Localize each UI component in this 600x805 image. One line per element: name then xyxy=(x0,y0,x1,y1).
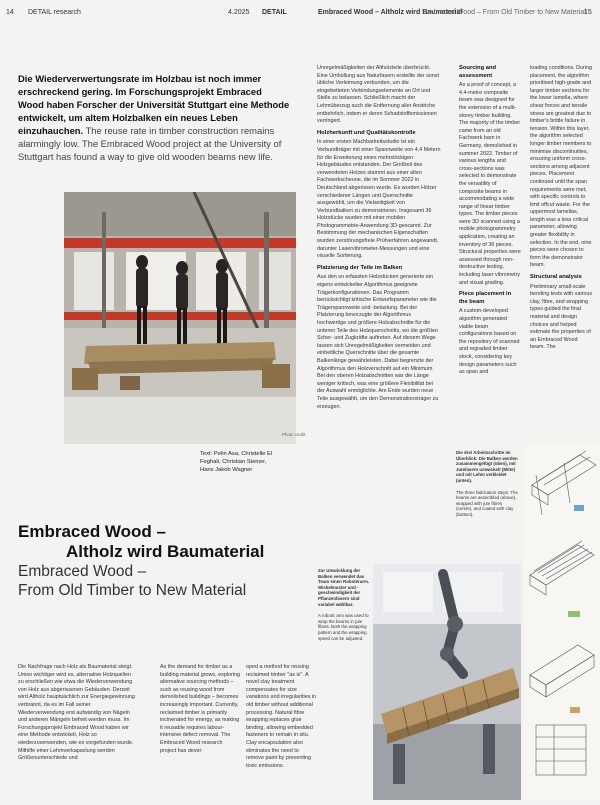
english-paragraph-3: loading conditions. During placement, the algorithm prioritised high-grade and larger timber sections for the lower lamella, where shear forces and tensile stress are greatest due to timber's brittle failure in tension. Within this layer, the algorithm selected longer timber members to minimise discontinuities, ensuring uniform cross-sections among adjacent pieces. Placement continued until the span requirements were met, with specific controls to limit offcut waste. For the uppermost lamellas, length was a less critical parameter, allowing greater flexibility in selection. In the end, nine pieces were chosen to form the demonstrator beam. xyxy=(530,65,593,269)
fabrication-axonometric-drawings xyxy=(524,445,600,800)
german-heading-1: Holzherkunft und Qualitätskontrolle xyxy=(317,129,416,136)
german-paragraph-1: In einer ersten Machbarkeitsstudie ist ein Verbundträger mit einer Spannweite von 4,4 Metern für die Erweiterung eines mehrstöckigen Holzgebäudes entstanden. Der Großteil des verwendeten Holzes stammt aus einer alten Fachwerkscheune, die im Sommer 2022 in Deutschland abgerissen wurde. Es wurden Hölzer verschiedener Längen und Querschnitte ausgewählt, um die Vielseitigkeit von Verbundbalken zu demonstrieren. Insgesamt 36 Holzstücke wurden mit einer mobilen Photogrammetrie-Anwendung 3D-gescannt. Zur Bestimmung der mechanischen Eigenschaften wurden zerstörungsfreie Prüfverfahren angewandt, darunter Laservibrometer-Messungen und eine visuelle Sortierung. xyxy=(317,139,441,260)
lead-german: Die Wiederverwertungsrate im Holzbau ist noch immer erschreckend gering. Im Forschungsprojekt Embraced Wood haben Forscher der Universität Stuttgart eine Methode entwickelt, um altem Holzbalken ein neues Leben einzuhauchen. xyxy=(18,73,290,136)
column-english-1 xyxy=(459,65,521,377)
author-credits xyxy=(200,450,272,474)
running-title-de: Embraced Wood – Altholz wird Baumaterial xyxy=(318,9,463,16)
english-paragraph-2: A custom-developed algorithm generated viable beam configurations based on the repository of scanned and regraded timber stock, considering key design parameters such as span and xyxy=(459,308,520,376)
left-page-number: 14 xyxy=(6,9,14,16)
left-section-label: DETAIL research xyxy=(28,9,81,16)
brand-label: DETAIL xyxy=(262,9,287,16)
english-heading-3: Structural analysis xyxy=(530,274,582,281)
title-de-line2: Altholz wird Baumaterial xyxy=(66,542,265,561)
article-title xyxy=(18,522,308,600)
bottom-column-1: Die Nachfrage nach Holz als Baumaterial steigt. Umso wichtiger wird es, alternative Holzquellen zu erschließen wie etwa die Wiederverwendung von Holz aus abgerissenen Gebäuden. Derzeit wird Altholz hauptsächlich zur Energiegewinnung verbrannt, da es im Fall seiner Wiederverwendung erst aufwändig von Nägeln und anderen Mängeln befreit werden muss. Im Forschungsprojekt Embraced Wood haben wir eine Methode entwickelt, Holz so wiederzuverwenden, wie es vorgefunden wurde. Mithilfe einer Lehmverkapselung werden Größenunterschiede und xyxy=(18,664,135,762)
credit-line-2: Feghali, Christian Steiner, xyxy=(200,459,267,465)
right-page-number: 15 xyxy=(584,9,592,16)
english-heading-1: Sourcing and assessment xyxy=(459,65,497,79)
bottom-column-2: As the demand for timber as a building material grows, exploring alternative sourcing methods – such as reusing wood from demolished buildings – becomes increasingly important. Currently, reclaimed timber is primarily incinerated for energy, as making it reusable requires labour-intensive defect removal. The Embraced Wood research project has devel- xyxy=(160,664,241,754)
german-intro: Unregelmäßigkeiten der Altholzteile überbrückt. Eine Umhüllung aus Naturfasern erstellte der sonst übliche Verleimung verbunden, um die eingebetteten Verbindungselemente an Ort und Stelle zu belassen. Schließlich macht der Lehmüberzug auch die Entfernung aller Anstriche entbehrlich, indem er deren Schadstoffemissionen verringert. xyxy=(317,65,439,125)
column-english-2 xyxy=(530,65,593,352)
bottom-column-3: oped a method for reusing reclaimed timber "as is". A novel clay treatment compensates for size variations and irregularities in old timber without additional processing. Natural fibre wrapping replaces glue binding, allowing embedded fasteners to remain in situ. Clay encapsulation also eliminates the need to remove paint by preventing toxic emissions. xyxy=(246,664,317,769)
credit-line-1: Text: Pelin Asa, Christelle El xyxy=(200,451,273,457)
credit-line-3: Hans Jakob Wagner xyxy=(200,467,253,473)
german-paragraph-2: Aus den so erfassten Holzstücken generierte ein eigens entwickelter Algorithmus geeignete Trägerkonfigurationen. Das Programm berücksichtigt kritische Entwurfsparameter wie die Trägerspannweite und -belastung. Bei der Platzierung bevorzugte der Algorithmus hochwertige und größere Holzabschnitte für die unteren Teile des Holzquerschnitts, wo die größten Scher- und Zugkräfte auftreten. Auf diesem Wege lassen sich Unregelmäßigkeiten vermeiden und einheitliche Querschnitte über die gesamte Balkenlänge gewährleisten. Dabei begrenzte der Algorithmus den Holzverschnitt auf ein Minimum. Bei den oberen Holzabschnitten war die Länge weniger kritisch, was eine größere Flexibilität bei der Auswahl ermöglichte. Am Ende wurden neue Teile ausgewählt, um den Demonstrationsträger zu erzeugen. xyxy=(317,274,439,410)
fabrication-steps-drawings xyxy=(524,445,600,800)
english-heading-2: Piece placement in the beam xyxy=(459,291,512,305)
lead-paragraph xyxy=(18,72,290,163)
robot-arm-illustration xyxy=(373,564,521,800)
german-heading-2: Platzierung der Teile im Balken xyxy=(317,264,403,271)
robot-wrapping-photo xyxy=(373,564,521,800)
issue-number: 4.2025 xyxy=(228,9,250,16)
column-german xyxy=(317,65,441,411)
photo-credit: Photo credit xyxy=(282,432,306,437)
caption-fabrication-de: Die drei Arbeitsschritte im Überblick: Die Balken werden zusammengefügt (oben), mit Jutefasern umwickelt (Mitte) und mit Lehm verkleidet (unten). xyxy=(456,450,518,483)
caption-robot-de: Zur Umwicklung der Balken verwendet das Team einen Roboterarm. Wickelmuster und -geschwindigkeit der Pflanzenfasern sind variabel wählbar. xyxy=(318,568,370,607)
caption-robot-en: A robotic arm was used to wrap the beams in jute fibres. Both the wrapping pattern and the wrapping speed can be adjusted. xyxy=(318,613,369,641)
running-title-en: Embraced Wood – From Old Timber to New Material xyxy=(423,9,586,16)
lead-english: The reuse rate in timber construction remains alarmingly low. The Embraced Wood project at the University of Stuttgart has found a way to give old wooden beams new life. xyxy=(18,125,282,162)
english-paragraph-4: Preliminary small-scale bending tests with various clay, fibre, and wrapping types guided the final material and design choices and helped estimate the properties of an Embraced Wood beam. The xyxy=(530,283,593,351)
title-de-line1: Embraced Wood – xyxy=(18,522,166,541)
main-photo-beam-demonstration xyxy=(64,192,296,444)
caption-fabrication-steps xyxy=(456,450,518,518)
caption-fabrication-en: The three fabrication steps: The beams are assembled (above), wrapped with jute fibres (centre), and coated with clay (bottom). xyxy=(456,489,518,517)
beam-test-illustration xyxy=(64,192,296,444)
english-paragraph-1: As a proof of concept, a 4.4-metre composite beam was designed for the extension of a multi-storey timber building. The majority of the timber came from an old Fachwerk barn in Germany, demolished in summer 2022. Timber of various lengths and cross-sections was selected to demonstrate the versatility of composite beams in accommodating a wide range of linear timber types. The timber pieces were 3D scanned using a mobile photogrammetry application, creating an inventory of 36 pieces. Structural properties were assessed through non-destructive testing, including laser vibrometry and visual grading. xyxy=(459,82,521,286)
title-en-line2: From Old Timber to New Material xyxy=(18,582,247,599)
caption-robot xyxy=(318,568,373,641)
title-en-line1: Embraced Wood – xyxy=(18,563,147,580)
